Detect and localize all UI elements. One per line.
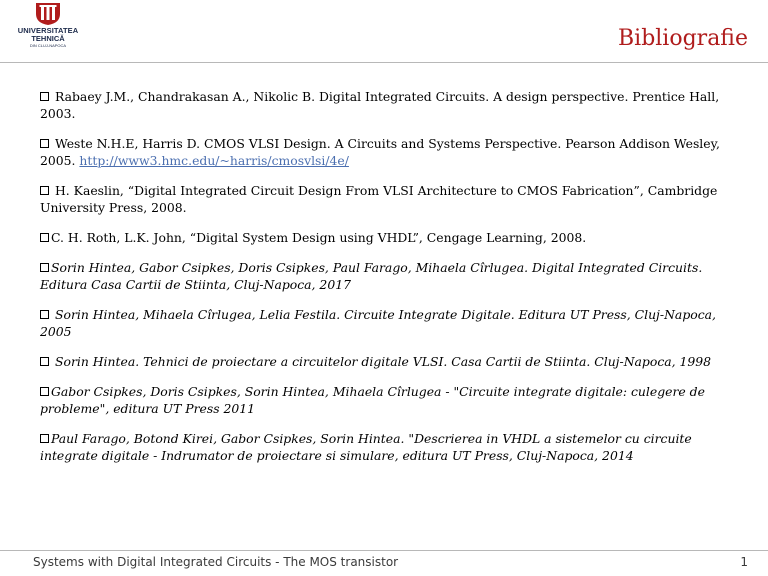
footer-course-title: Systems with Digital Integrated Circuits - The MOS transistor — [33, 555, 399, 569]
footer-divider — [0, 550, 768, 551]
header-divider — [0, 62, 768, 63]
reference-item — [40, 182, 730, 216]
reference-item — [40, 353, 730, 370]
logo-line-2: TEHNICĂ — [31, 34, 65, 43]
reference-text: Paul Farago, Botond Kirei, Gabor Csipkes, Sorin Hintea. "Descrierea in VHDL a sistemelor cu circuite integrate digitale - Indrumator de proiectare si simulare, editura UT Press, Cluj-Napoca, 2014 — [40, 431, 692, 463]
checkbox-bullet-icon — [40, 357, 49, 366]
checkbox-bullet-icon — [40, 263, 49, 272]
reference-item — [40, 88, 730, 122]
reference-list — [40, 88, 730, 477]
reference-link[interactable]: http://www3.hmc.edu/~harris/cmosvlsi/4e/ — [79, 153, 349, 168]
reference-text: Sorin Hintea. Tehnici de proiectare a circuitelor digitale VLSI. Casa Cartii de Stiinta. Cluj-Napoca, 1998 — [55, 354, 712, 369]
reference-text: C. H. Roth, L.K. John, “Digital System Design using VHDL”, Cengage Learning, 2008. — [51, 230, 587, 245]
reference-text: Sorin Hintea, Mihaela Cîrlugea, Lelia Festila. Circuite Integrate Digitale. Editura UT Press, Cluj-Napoca, 2005 — [40, 307, 716, 339]
checkbox-bullet-icon — [40, 233, 49, 242]
university-crest-icon — [34, 2, 62, 26]
reference-item — [40, 383, 730, 417]
reference-item — [40, 430, 730, 464]
logo-line-1: UNIVERSITATEA — [17, 26, 79, 35]
checkbox-bullet-icon — [40, 387, 49, 396]
checkbox-bullet-icon — [40, 310, 49, 319]
checkbox-bullet-icon — [40, 434, 49, 443]
university-logo — [8, 2, 88, 58]
checkbox-bullet-icon — [40, 186, 49, 195]
checkbox-bullet-icon — [40, 139, 49, 148]
reference-item — [40, 306, 730, 340]
reference-text: Rabaey J.M., Chandrakasan A., Nikolic B. Digital Integrated Circuits. A design perspective. Prentice Hall, 2003. — [40, 89, 720, 121]
reference-item — [40, 259, 730, 293]
reference-text: H. Kaeslin, “Digital Integrated Circuit Design From VLSI Architecture to CMOS Fabrication”, Cambridge University Press, 2008. — [40, 183, 718, 215]
slide-title: Bibliografie — [617, 26, 748, 51]
checkbox-bullet-icon — [40, 92, 49, 101]
page-number: 1 — [740, 555, 748, 569]
reference-item — [40, 135, 730, 169]
reference-text: Weste N.H.E, Harris D. CMOS VLSI Design. A Circuits and Systems Perspective. Pearson Addison Wesley, 2005. — [40, 136, 720, 168]
logo-line-3: DIN CLUJ-NAPOCA — [29, 43, 67, 48]
reference-text: Sorin Hintea, Gabor Csipkes, Doris Csipkes, Paul Farago, Mihaela Cîrlugea. Digital Integrated Circuits. Editura Casa Cartii de Stiinta, Cluj-Napoca, 2017 — [40, 260, 703, 292]
reference-text: Gabor Csipkes, Doris Csipkes, Sorin Hintea, Mihaela Cîrlugea - "Circuite integrate digitale: culegere de probleme", editura UT Press 2011 — [40, 384, 705, 416]
reference-item — [40, 229, 730, 246]
